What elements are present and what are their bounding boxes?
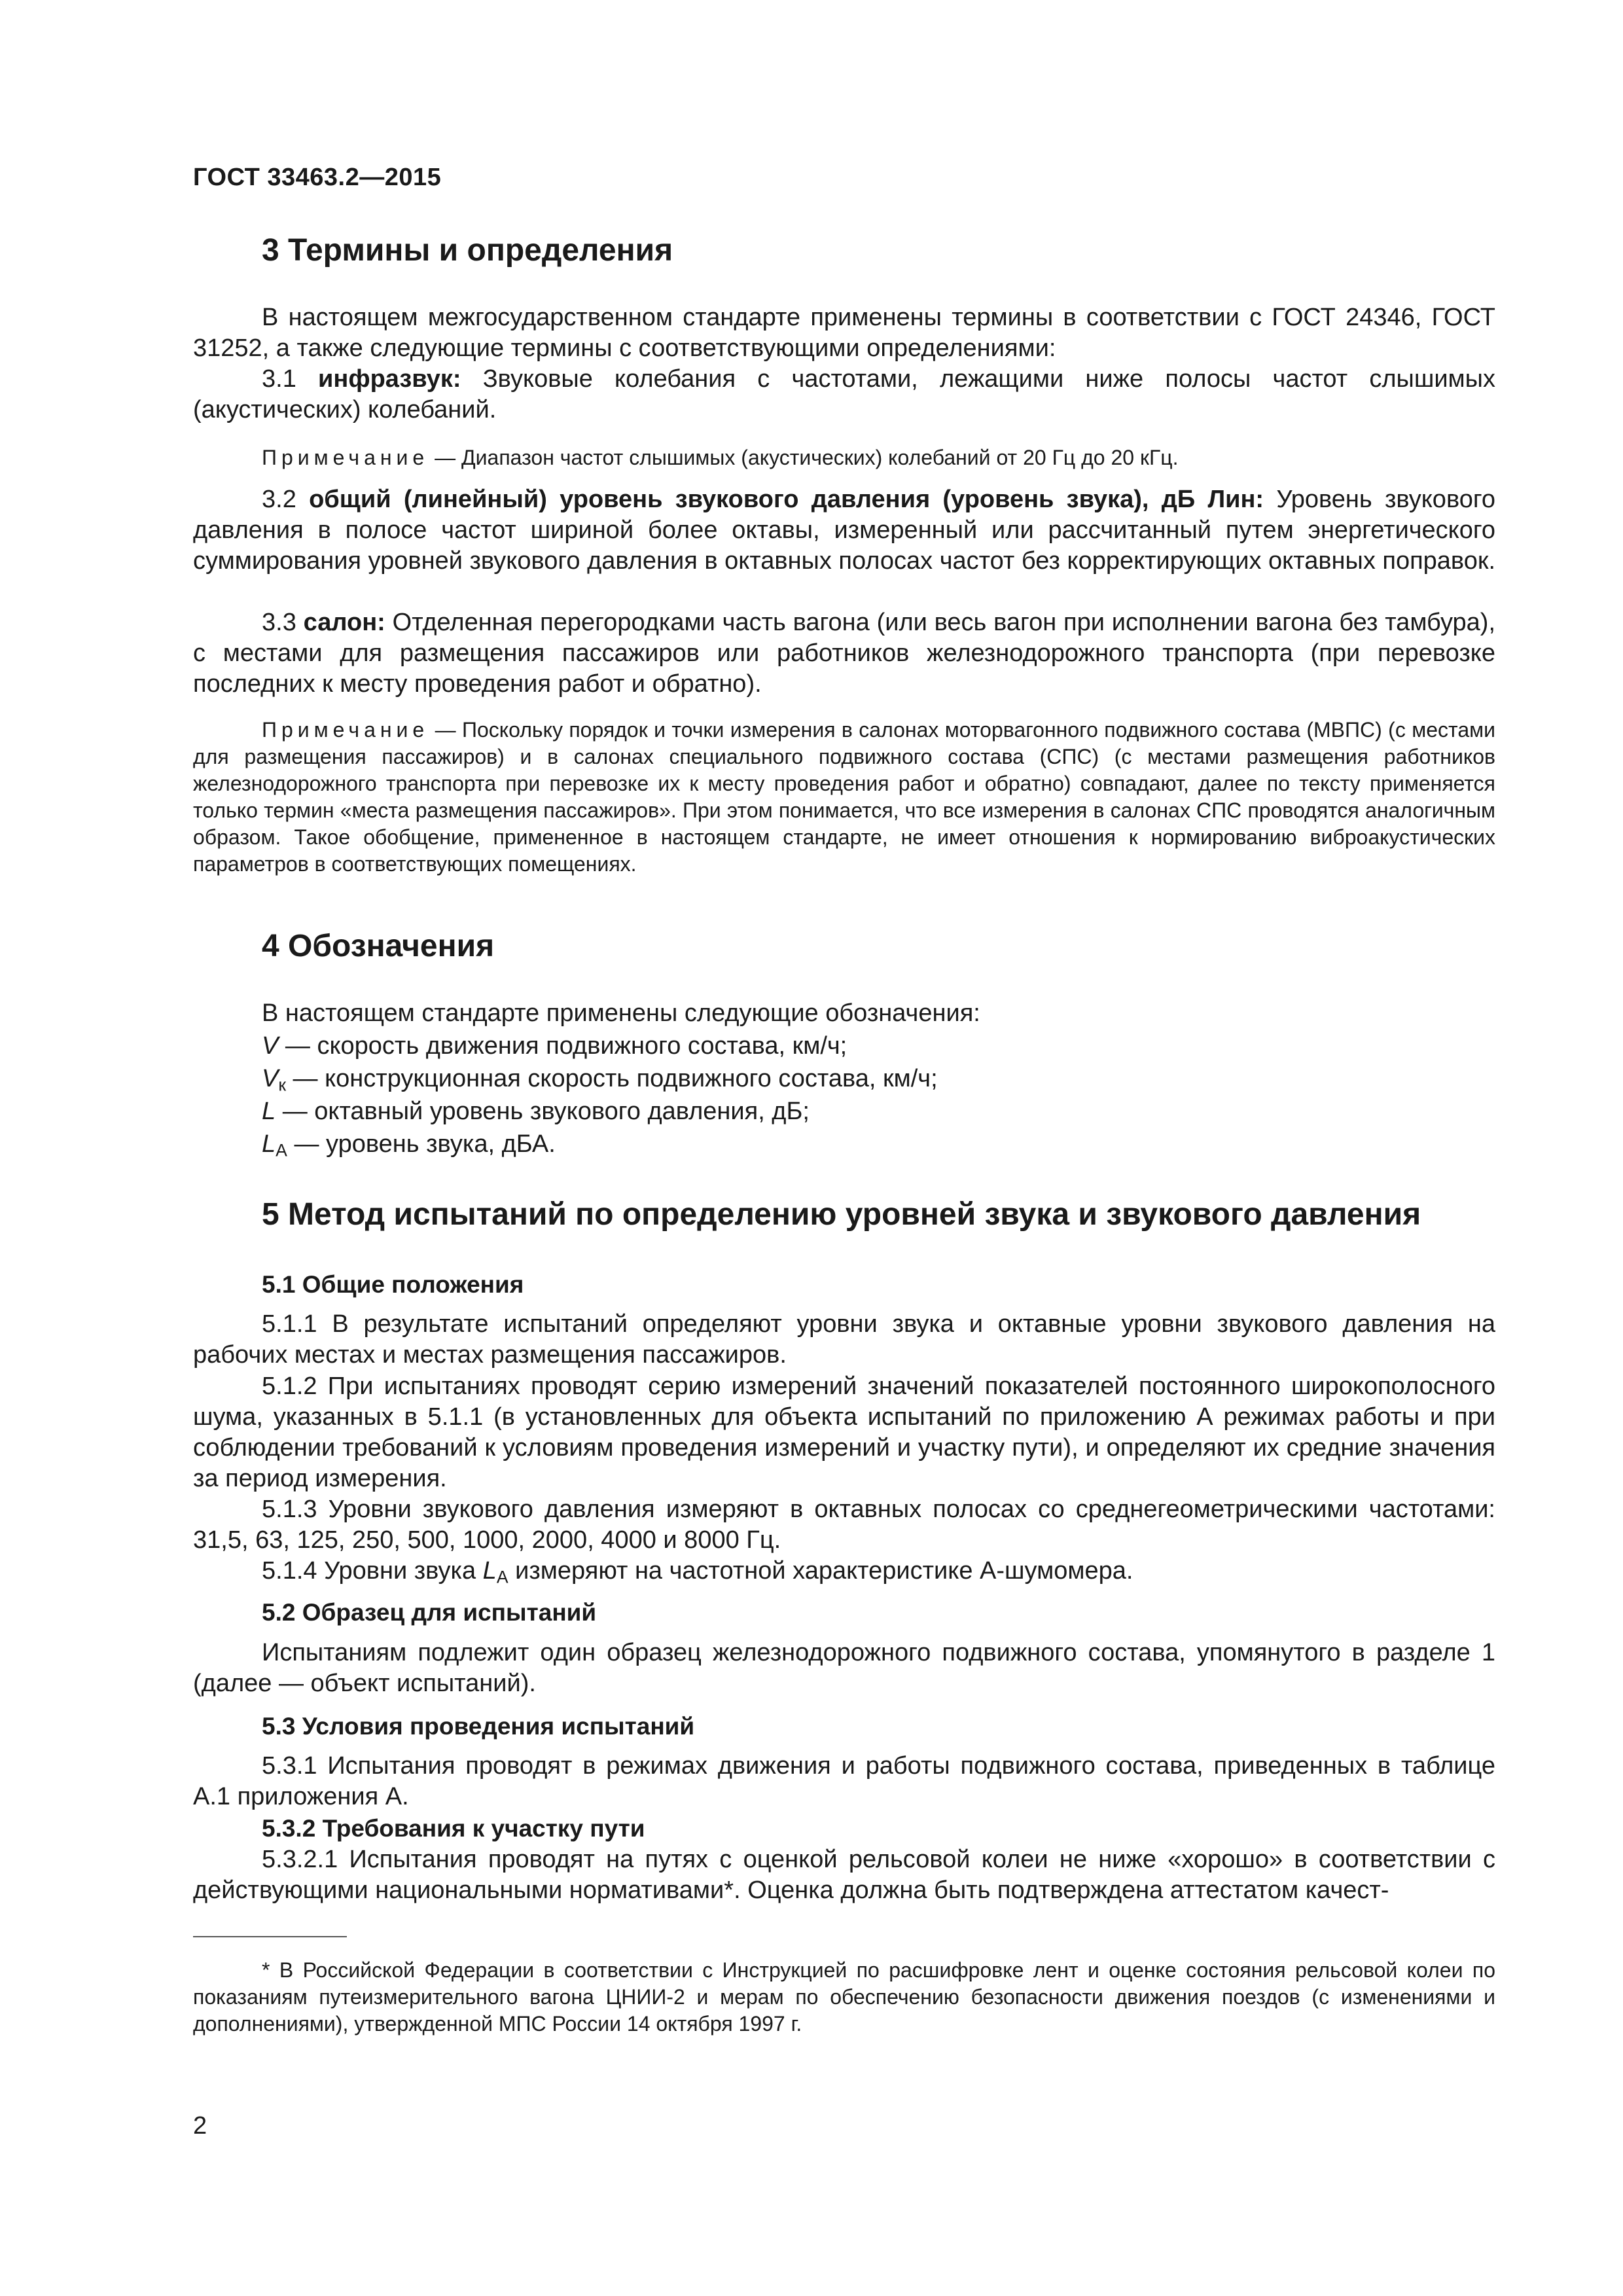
paragraph-5-3-2-1: 5.3.2.1 Испытания проводят на путях с оценкой рельсовой колеи не ниже «хорошо» в соответствии с действующими национальными нормативами*. Оценка должна быть подтверждена аттестатом качест- [193,1846,1495,1904]
term-3-3-number: 3.3 [262,609,304,636]
section-5-title: 5 Метод испытаний по определению уровней звука и звукового давления [262,1197,1421,1232]
paragraph-5-1-3: 5.1.3 Уровни звукового давления измеряют в октавных полосах со среднегеометрическими частотами: 31,5, 63, 125, 250, 500, 1000, 2000, 4000 и 8000 Гц. [193,1496,1495,1554]
symbol-vk-letter: V [262,1065,279,1092]
term-3-3-definition: Отделенная перегородками часть вагона (или весь вагон при исполнении вагона без тамбура), с местами для размещения пассажиров или работников железнодорожного транспорта (при перевозке последних к месту проведения работ и обратно). [193,609,1495,698]
document-code: ГОСТ 33463.2—2015 [193,164,442,191]
subsection-5-1-title: 5.1 Общие положения [262,1271,524,1298]
symbol-v-letter: V [262,1032,279,1060]
paragraph-5-1-2: 5.1.2 При испытаниях проводят серию измерений значений показателей постоянного широкополосного шума, указанных в 5.1.1 (в установленных для объекта испытаний по приложению А режимах работы и при соблюдении требований к условиям проведения измерений и участку пути), и определяют их средние значения за период измерения. [193,1372,1495,1492]
symbol-l [262,1096,810,1127]
note-2-label: Примечание [262,718,429,742]
term-3-2 [193,484,1495,577]
paragraph-5-1-4 [262,1556,1133,1593]
note-2-text: — Поскольку порядок и точки измерения в салонах моторвагонного подвижного состава (МВПС) (с местами для размещения пассажиров) и в салонах специального подвижного состава (СПС) (с местами размещения работников железнодорожного транспорта при перевозке их к месту проведения работ и обратно) совпадают, далее по тексту применяется только термин «места размещения пассажиров». При этом понимается, что все измерения в салонах СПС проводятся аналогичным образом. Такое обобщение, примененное в настоящем стандарте, не имеет отношения к нормированию виброакустических параметров в соответствующих помещениях. [193,718,1495,876]
paragraph-5-1-4-subscript: A [496,1567,508,1587]
term-3-3-term: салон: [303,609,385,636]
symbol-la-subscript: A [276,1140,287,1160]
symbol-v [262,1031,847,1062]
page-number: 2 [193,2112,207,2140]
section-4-title: 4 Обозначения [262,929,495,963]
subsection-5-2-title: 5.2 Образец для испытаний [262,1599,597,1626]
section-3-intro: В настоящем межгосударственном стандарте применены термины в соответствии с ГОСТ 24346, ГОСТ 31252, а также следующие термины с соответствующими определениями: [193,304,1495,362]
paragraph-5-1-4-end: измеряют на частотной характеристике А-шумомера. [508,1557,1133,1585]
term-3-2-number: 3.2 [262,486,310,513]
section-4-intro: В настоящем стандарте применены следующие обозначения: [262,999,980,1027]
term-3-1-definition: Звуковые колебания с частотами, лежащими ниже полосы частот слышимых (акустических) колебаний. [193,365,1495,423]
paragraph-5-1-4-start: 5.1.4 Уровни звука [262,1557,483,1585]
term-3-2-term: общий (линейный) уровень звукового давления (уровень звука), дБ Лин: [309,486,1264,513]
paragraph-5-1-1: 5.1.1 В результате испытаний определяют уровни звука и октавные уровни звукового давления на рабочих местах и местах размещения пассажиров. [193,1310,1495,1369]
footnote: * В Российской Федерации в соответствии с Инструкцией по расшифровке лент и оценке состояния рельсовой колеи по показаниям путеизмерительного вагона ЦНИИ-2 и мерам по обеспечению безопасности движения поездов (с изменениями и дополнениями), утвержденной МПС России 14 октября 1997 г. [193,1958,1495,2036]
term-3-1 [193,364,1495,425]
symbol-v-definition: — скорость движения подвижного состава, км/ч; [278,1032,847,1060]
symbol-la-definition: — уровень звука, дБА. [287,1130,556,1158]
note-1-label: Примечание [262,446,429,469]
symbol-vk-subscript: к [278,1075,286,1095]
symbol-vk-definition: — конструкционная скорость подвижного состава, км/ч; [286,1065,938,1092]
term-3-3 [193,607,1495,700]
note-1-text: — Диапазон частот слышимых (акустических) колебаний от 20 Гц до 20 кГц. [429,446,1179,469]
section-3-title: 3 Термины и определения [262,233,673,268]
term-3-1-term: инфразвук: [318,365,461,393]
symbol-la [262,1129,556,1166]
subsection-5-3-2-title: 5.3.2 Требования к участку пути [262,1815,645,1842]
note-1 [193,444,1495,471]
subsection-5-3-title: 5.3 Условия проведения испытаний [262,1713,695,1740]
paragraph-5-1-4-symbol: L [482,1557,497,1585]
paragraph-5-2: Испытаниям подлежит один образец железнодорожного подвижного состава, упомянутого в разделе 1 (далее — объект испытаний). [193,1639,1495,1697]
footnote-separator [193,1936,347,1937]
symbol-l-definition: — октавный уровень звукового давления, дБ; [276,1098,810,1125]
symbol-la-letter: L [262,1130,276,1158]
paragraph-5-3-1: 5.3.1 Испытания проводят в режимах движения и работы подвижного состава, приведенных в таблице А.1 приложения А. [193,1752,1495,1810]
term-3-1-number: 3.1 [262,365,319,393]
symbol-vk [262,1064,938,1101]
note-2 [193,717,1495,878]
symbol-l-letter: L [262,1098,276,1125]
term-3-2-definition: Уровень звукового давления в полосе частот шириной более октавы, измеренный или рассчитанный путем энергетического суммирования уровней звукового давления в октавных полосах частот без корректирующих октавных поправок. [193,486,1496,575]
